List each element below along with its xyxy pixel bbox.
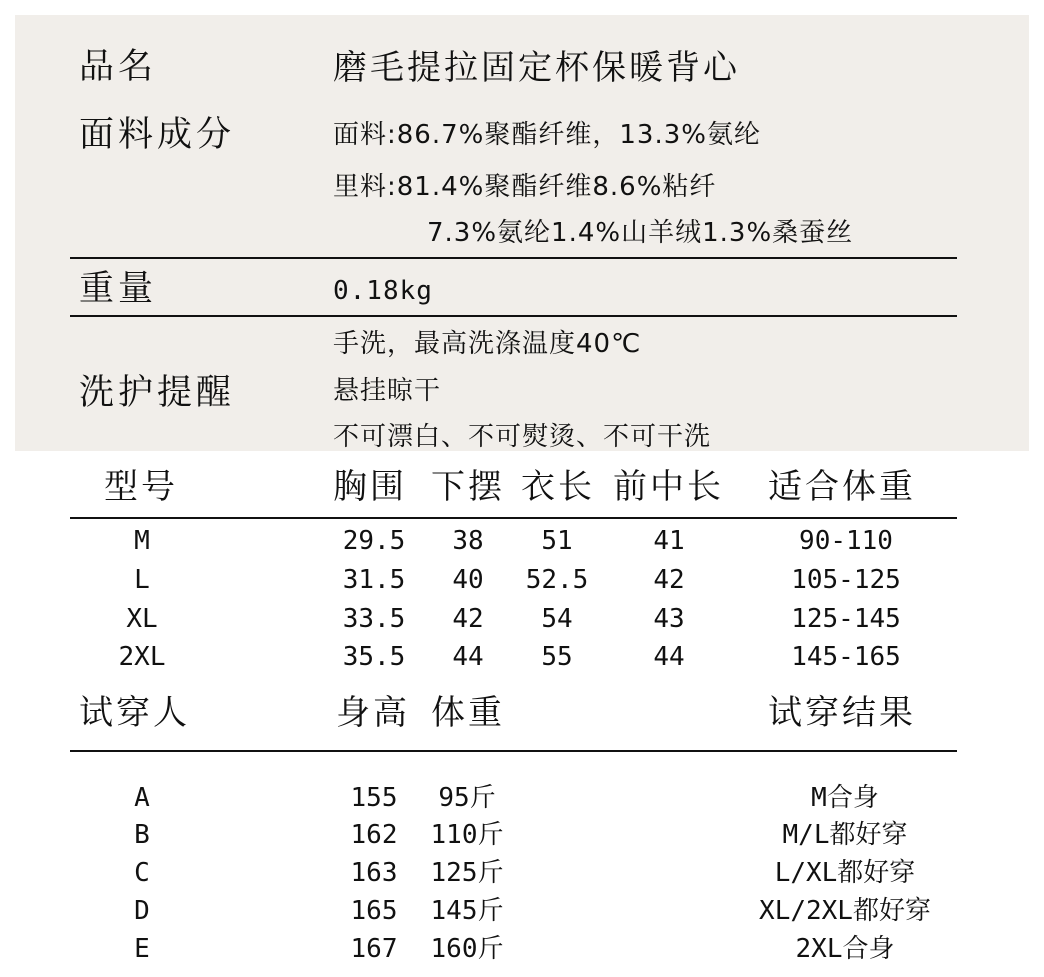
tryon-cell-result: L/XL都好穿: [774, 858, 916, 888]
tryon-cell-weight: 125斤: [430, 858, 504, 888]
tryon-cell-person: A: [134, 783, 150, 813]
size-cell-front-length: 41: [653, 526, 685, 556]
size-cell-hem: 38: [452, 526, 484, 556]
tryon-cell-weight: 110斤: [430, 820, 504, 850]
care-line-1: 手洗，最高洗涤温度40℃: [333, 329, 642, 359]
divider: [70, 517, 957, 519]
weight-value: 0.18kg: [333, 276, 433, 306]
size-cell-fit-weight: 90-110: [799, 526, 893, 556]
tryon-cell-height: 155: [350, 783, 398, 813]
size-cell-model: L: [134, 565, 150, 595]
tryon-cell-height: 165: [350, 896, 398, 926]
size-header-length: 衣长: [521, 467, 595, 507]
care-line-3: 不可漂白、不可熨烫、不可干洗: [333, 422, 712, 452]
size-cell-chest: 33.5: [342, 604, 406, 634]
tryon-header-person: 试穿人: [79, 693, 190, 733]
tryon-cell-weight: 95斤: [438, 783, 496, 813]
tryon-cell-weight: 145斤: [430, 896, 504, 926]
fabric-label: 面料成分: [79, 115, 236, 155]
size-cell-hem: 40: [452, 565, 484, 595]
size-cell-model: M: [134, 526, 150, 556]
size-cell-front-length: 43: [653, 604, 685, 634]
size-header-fit-weight: 适合体重: [768, 467, 916, 507]
size-cell-hem: 44: [452, 642, 484, 672]
product-name-value: 磨毛提拉固定杯保暖背心: [333, 48, 740, 88]
size-cell-chest: 29.5: [342, 526, 406, 556]
fabric-line-2: 里料:81.4%聚酯纤维8.6%粘纤: [333, 172, 717, 202]
size-cell-chest: 35.5: [342, 642, 406, 672]
size-cell-length: 51: [541, 526, 573, 556]
tryon-cell-weight: 160斤: [430, 934, 504, 964]
tryon-header-height: 身高: [336, 693, 410, 733]
size-header-model: 型号: [104, 467, 178, 507]
tryon-cell-person: E: [134, 934, 150, 964]
tryon-cell-result: XL/2XL都好穿: [759, 896, 931, 926]
tryon-cell-person: C: [134, 858, 150, 888]
divider: [70, 750, 957, 752]
care-label: 洗护提醒: [79, 373, 236, 413]
size-cell-length: 54: [541, 604, 573, 634]
size-cell-chest: 31.5: [342, 565, 406, 595]
weight-label: 重量: [79, 269, 158, 309]
tryon-cell-person: D: [134, 896, 150, 926]
fabric-line-3: 7.3%氨纶1.4%山羊绒1.3%桑蚕丝: [427, 218, 854, 248]
size-header-hem: 下摆: [431, 467, 505, 507]
tryon-header-result: 试穿结果: [768, 693, 916, 733]
tryon-cell-height: 167: [350, 934, 398, 964]
tryon-cell-result: M合身: [811, 783, 879, 813]
size-cell-fit-weight: 145-165: [791, 642, 901, 672]
size-cell-model: XL: [126, 604, 158, 634]
size-cell-front-length: 44: [653, 642, 685, 672]
size-cell-length: 55: [541, 642, 573, 672]
size-header-chest: 胸围: [333, 467, 407, 507]
size-cell-length: 52.5: [525, 565, 589, 595]
tryon-cell-result: 2XL合身: [795, 934, 895, 964]
care-line-2: 悬挂晾干: [333, 376, 442, 406]
fabric-line-1: 面料:86.7%聚酯纤维，13.3%氨纶: [333, 120, 761, 150]
tryon-cell-height: 163: [350, 858, 398, 888]
tryon-cell-result: M/L都好穿: [782, 820, 908, 850]
size-cell-fit-weight: 105-125: [791, 565, 901, 595]
tryon-cell-person: B: [134, 820, 150, 850]
tryon-header-weight: 体重: [431, 693, 505, 733]
product-name-label: 品名: [79, 47, 158, 87]
divider: [70, 257, 957, 259]
size-cell-front-length: 42: [653, 565, 685, 595]
divider: [70, 315, 957, 317]
size-cell-model: 2XL: [118, 642, 166, 672]
size-cell-fit-weight: 125-145: [791, 604, 901, 634]
size-cell-hem: 42: [452, 604, 484, 634]
size-header-front-length: 前中长: [613, 467, 724, 507]
tryon-cell-height: 162: [350, 820, 398, 850]
